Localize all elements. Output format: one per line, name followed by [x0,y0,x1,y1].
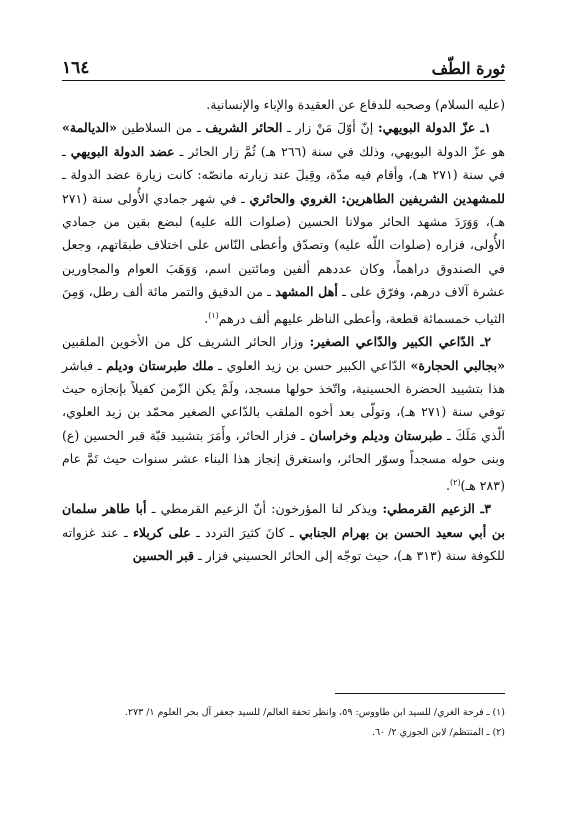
header-rule [62,80,505,81]
text-run: ـ من السلاطين [116,120,206,136]
footnote-marker: (٢) [449,477,461,487]
text-run: ـ عند غزواته للكوفة سنة (٣١٣ هـ)، حيث توجّه إلى الحائر الحسيني فزار ـ [62,524,505,564]
text-run: ـ فزار الحائر، وأَمَرَ بتشييد قبّة قبر الحسين (ع) وبنى حوله مسجداً وسوّر الحائر، واستغرق إنجاز هذا البناء عشر سنوات حيث تَمَّ عام (٢٨٣ هـ) [62,427,505,493]
text-run: ـ كانَ كثيرَ التردد ـ [190,524,300,540]
bold-text: على كربلاء [132,524,191,540]
footnote-rule [335,693,505,694]
paragraph [62,93,505,116]
text-run: ويذكر لنا المؤرخون: أنّ الزعيم القرمطي ـ [146,501,383,517]
footnote: (٢) ـ المنتظم/ لابن الجوزي ٢/ ٦٠. [372,727,505,738]
bold-text: للمشهدين الشريفين الطاهرين: الغروي والحائري [249,190,505,206]
paragraph [62,497,505,567]
text-run: ـ فباشر هذا بتشييد الحضرة الحسينية، واتّخذ حولها مسجد، ولَمْ يكن الزّمن كفيلاً بإنجازه حيث توفي سنة (٢٧١ هـ)، وتولّى بعد أخوه الملقب بالدّاعي الصغير محمّد بن زيد العلوي، الّذي مَلَكَ ـ [62,357,505,443]
bold-text: ١ـ عزّ الدولة البويهي: [378,120,492,136]
bold-text: ٢ـ الدّاعي الكبير والدّاعي الصغير: [309,334,491,350]
text-run: الدّاعي الكبير حسن بن زيد العلوي ـ [213,357,411,373]
bold-text: أهل المشهد [275,284,338,300]
running-title: ثورة الطّف [431,59,505,78]
paragraph [62,116,505,330]
page-header [62,52,505,78]
body-text [62,93,505,568]
text-run: . [204,310,209,326]
text-run: هو عزّ الدولة البويهي، وذلك في سنة (٢٦٦ هـ) ثُمَّ زار الحائر ـ [174,143,505,159]
bold-text: «بجالبي الحجارة» [410,357,505,373]
bold-text: عضد الدولة البويهي [70,143,175,159]
text-run: ـ من الدقيق والتمر مائة ألف رطل، وَمِنَ الثياب خمسمائة قطعة، وأعطى الناظر عليهم ألف درهم [62,284,505,326]
text-run: إنّ أوّلَ مَنْ زار ـ [282,120,378,136]
bold-text: ملك طبرستان وديلم [106,357,214,373]
bold-text: «الديالمة» [62,120,117,136]
text-run: . [445,477,450,493]
text-run: (عليه السلام) وصحبه للدفاع عن العقيدة والإباء والإنسانية. [206,97,505,112]
text-run: ـ في شهر جمادي الأُولى سنة (٢٧١ هـ)، وَوَرَدَ مشهد الحائر مولانا الحسين (صلوات الله عليه) لبضع بقين من جمادي الأُولى، فزاره (صلوات اللّه عليه) وتصدّق وأعطى النّاس على اختلاف طبقاتهم، وجعل في الصندوق دراهماً، وكان عددهم ألفين ومائتين اسم، وَوَهَبَ العوام والمجاورين عشرة آلاف درهم، وفرّق على ـ [62,190,505,300]
text-run: ـ في سنة (٢٧١ هـ)، وأقام فيه مدّة، وقِيلَ عند زيارته مانصّه: كانت زيارة عضد الدولة ـ [62,143,505,183]
page-number: ١٦٤ [62,58,90,78]
footnote-marker: (١) [208,310,219,320]
text-run: وزار الحائر الشريف كل من الأخوين الملقبين [62,334,310,350]
bold-text: أبا طاهر سلمان بن أبي سعيد الحسن بن بهرام الجنابي [62,501,506,540]
bold-text: قبر الحسين [132,548,194,564]
footnote: (١) ـ فرحة الغري/ للسيد ابن طاووس: ٥٩، وانظر تحفة العالم/ للسيد جعفر آل بحر العلوم ١/ ٢٧٣. [124,707,505,718]
paragraph [62,330,505,497]
bold-text: طبرستان وديلم وخراسان [308,427,443,443]
footnotes [62,703,505,743]
bold-text: ٣ـ الزعيم القرمطي: [382,501,491,517]
bold-text: الحائر الشريف [205,120,283,136]
